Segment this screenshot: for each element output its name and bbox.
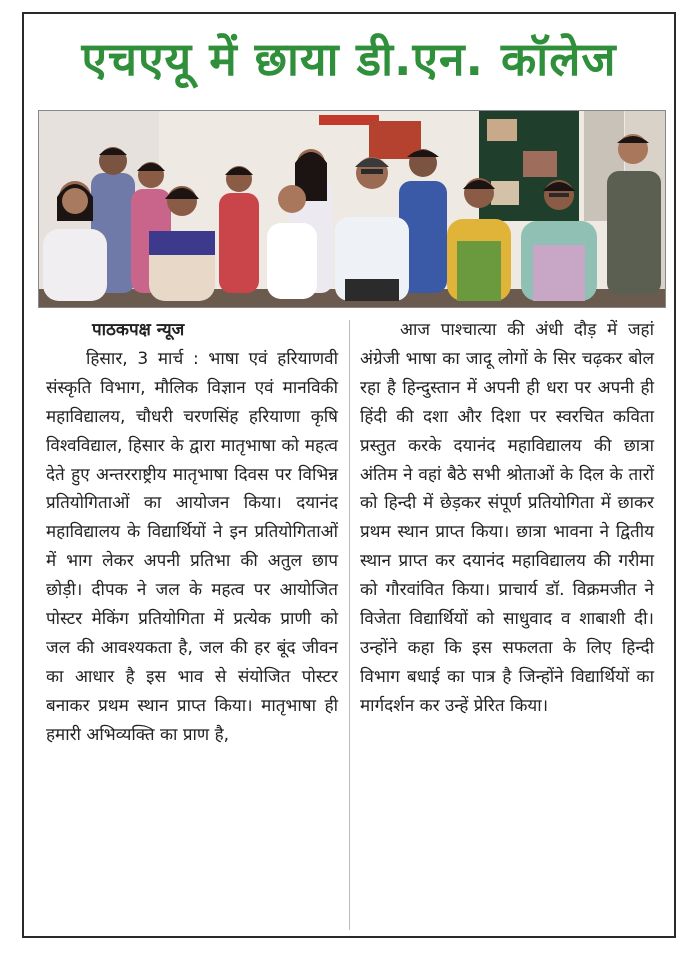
article-column-right: [360, 316, 654, 721]
byline: पाठकपक्ष न्यूज: [92, 320, 185, 340]
article-text-left: हिसार, 3 मार्च : भाषा एवं हरियाणवी संस्कृति विभाग, मौलिक विज्ञान एवं मानविकी महाविद्यालय, चौधरी चरणसिंह हरियाणा कृषि विश्वविद्याल, हिसार के द्वारा मातृभाषा को महत्व देते हुए अन्तरराष्ट्रीय मातृभाषा दिवस पर विभिन्न प्रतियोगिताओं का आयोजन किया। दयानंद महाविद्यालय के विद्यार्थियों ने इन प्रतियोगिताओं में भाग लेकर अपनी प्रतिभा की अतुल छाप छोड़ी। दीपक ने जल के महत्व पर आयोजित पोस्टर मेकिंग प्रतियोगिता में प्रत्येक प्राणी को जल की आवश्यकता है, जल की हर बूंद जीवन का आधार है इस भाव से संयोजित पोस्टर बनाकर प्रथम स्थान प्राप्त किया। मातृभाषा ही हमारी अभिव्यक्ति का प्राण है,: [46, 348, 338, 745]
article-text-right: आज पाश्चात्या की अंधी दौड़ में जहां अंग्रेजी भाषा का जादू लोगों के सिर चढ़कर बोल रहा है हिन्दुस्तान में अपनी ही धरा पर अपनी ही हिंदी की दशा और दिशा पर स्वरचित कविता प्रस्तुत करके दयानंद महाविद्यालय की छात्रा अंतिम ने वहां बैठे सभी श्रोताओं के दिल के तारों को हिन्दी में छेड़कर संपूर्ण प्रतियोगिता में छाकर प्रथम स्थान प्राप्त किया। छात्रा भावना ने द्वितीय स्थान प्राप्त कर दयानंद महाविद्यालय की गरीमा को गौरवांवित किया। प्राचार्य डॉ. विक्रमजीत ने विजेता विद्यार्थियों को साधुवाद व शाबाशी दी। उन्होंने कहा कि इस सफलता के लिए हिन्दी विभाग बधाई का पात्र है जिन्होंने विद्यार्थियों का मार्गदर्शन कर उन्हें प्रेरित किया।: [360, 320, 654, 716]
group-photo: [38, 110, 666, 308]
news-clipping: [22, 12, 676, 938]
headline: एचएयू में छाया डी.एन. कॉलेज: [81, 32, 617, 86]
column-divider: [349, 320, 350, 930]
article-column-left: [46, 316, 338, 750]
